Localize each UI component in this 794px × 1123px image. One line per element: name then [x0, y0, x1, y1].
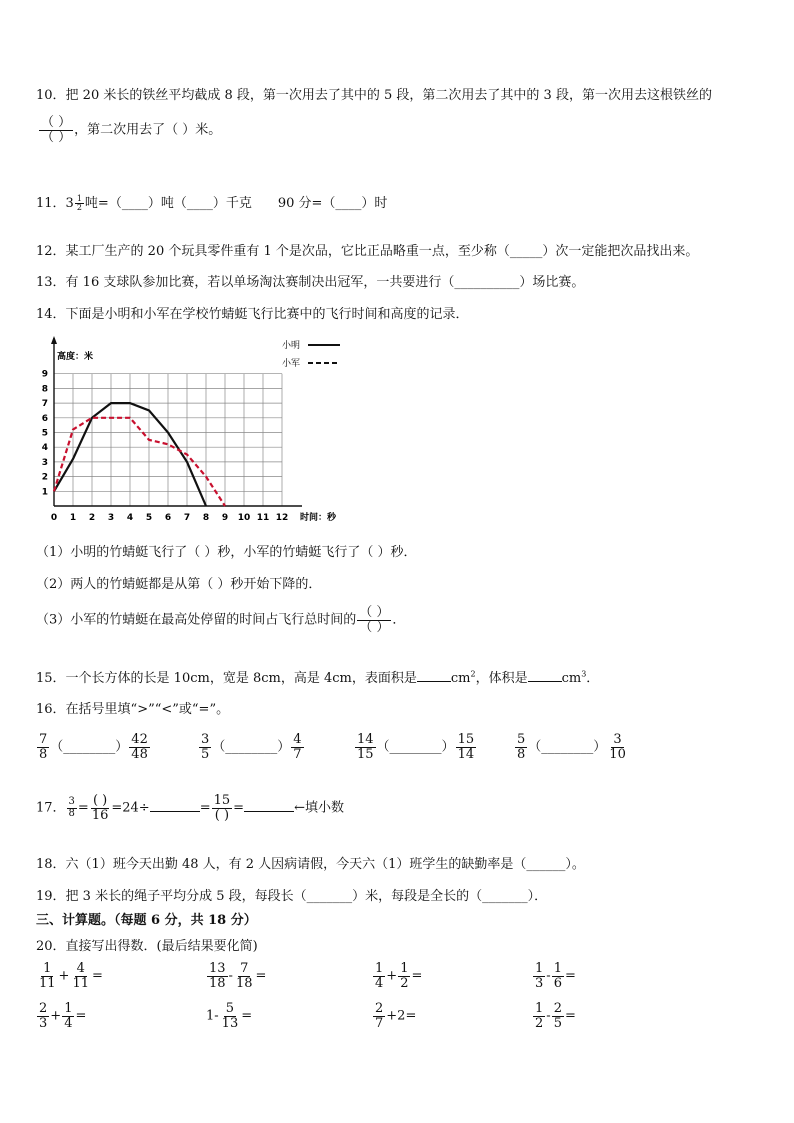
y-tick-label: 8	[41, 384, 48, 395]
q20-calc-item: $\frac{1}{3}$ - $\frac{1}{6}$ =	[535, 961, 576, 991]
x-tick-label: 4	[126, 513, 134, 523]
chart-x-axis-label: 时间：秒	[300, 513, 337, 523]
x-tick-label: 2	[88, 513, 96, 523]
x-tick-label: 7	[183, 513, 191, 523]
q16-comparison-item: $\frac{7}{8}$ （________） $\frac{42}{48}$	[39, 732, 148, 762]
x-tick-label: 1	[69, 513, 77, 523]
q14-sub1: （1）小明的竹蜻蜓飞行了（ ）秒，小军的竹蜻蜓飞行了（ ）秒．	[36, 545, 417, 560]
q20-calc-item: $\frac{2}{3}$ + $\frac{1}{4}$ =	[39, 1001, 87, 1031]
chart-grid	[54, 374, 282, 506]
legend-label: 小明	[282, 341, 301, 351]
q14-line-chart	[30, 330, 360, 530]
q15-volume-blank[interactable]	[528, 681, 562, 682]
q17-blank-fraction-2[interactable]: $\frac{15}{( )}$	[213, 793, 231, 823]
q20-calc-item: 1- $\frac{5}{13}$ =	[206, 1001, 253, 1031]
q10-answer-row	[38, 116, 221, 144]
q10-line1: 10．把 20 米长的铁丝平均截成 8 段，第一次用去了其中的 5 段，第二次用去了其中的 3 段，第一次用去这根铁丝的	[36, 88, 712, 103]
q13-text: 13．有 16 支球队参加比赛，若以单场淘汰赛制决出冠军，一共要进行（__________）场比赛。	[36, 275, 585, 290]
q16-answer-blank[interactable]: （________）	[50, 739, 129, 755]
y-tick-label: 3	[41, 457, 48, 468]
x-tick-label: 8	[202, 513, 210, 523]
q16-comparison-item: $\frac{14}{15}$ （________） $\frac{15}{14}$	[357, 732, 475, 762]
chart-legend	[282, 339, 340, 369]
q16-answer-blank[interactable]: （________）	[376, 739, 455, 755]
y-tick-label: 1	[41, 487, 48, 498]
q12-text: 12．某工厂生产的 20 个玩具零件重有 1 个是次品，它比正品略重一点，至少称（_____）次一定能把次品找出来。	[36, 244, 699, 259]
section-3-heading: 三、计算题。（每题 6 分，共 18 分）	[36, 913, 257, 928]
q16-title: 16．在括号里填“>”“<”或“=”。	[36, 702, 230, 717]
q11-row: 11．3 $\frac{1}{2}$ 吨=（____）吨（____）千克 90 分=（____）时	[36, 193, 388, 212]
y-tick-label: 5	[41, 428, 48, 439]
q20-calc-item: $\frac{13}{18}$ - $\frac{7}{18}$ =	[209, 961, 267, 991]
q19-text: 19．把 3 米长的绳子平均分成 5 段，每段长（_______）米，每段是全长的（_______）．	[36, 889, 548, 904]
x-tick-label: 5	[145, 513, 153, 523]
q17-blank-fraction-1[interactable]: $\frac{( )}{16}$	[91, 793, 109, 823]
q16-comparison-item: $\frac{5}{8}$ （________） $\frac{3}{10}$	[517, 732, 626, 762]
x-tick-label: 6	[164, 513, 172, 523]
q16-comparison-item: $\frac{3}{5}$ （________） $\frac{4}{7}$	[201, 732, 302, 762]
x-tick-label: 0	[50, 513, 58, 523]
x-tick-label: 12	[275, 513, 289, 523]
q14-sub2: （2）两人的竹蜻蜓都是从第（ ）秒开始下降的．	[36, 577, 322, 592]
q14-title: 14．下面是小明和小军在学校竹蜻蜓飞行比赛中的飞行时间和高度的记录．	[36, 307, 469, 322]
q20-calc-item: $\frac{1}{4}$ + $\frac{1}{2}$ =	[375, 961, 423, 991]
q20-calc-item: $\frac{2}{7}$ +2=	[375, 1001, 417, 1031]
chart-y-axis-label: 高度：米	[57, 352, 94, 362]
chart-series	[54, 403, 225, 506]
y-tick-label: 2	[41, 472, 48, 483]
q17-row: 17． $\frac{3}{8}$ = $\frac{( )}{16}$ =24÷ = $\frac{15}{( )}$ = ←填小数	[36, 793, 344, 823]
y-axis-arrow	[51, 336, 57, 344]
q14-sub3: （3）小军的竹蜻蜓在最高处停留的时间占飞行总时间的 $\frac{( )}{( )}$ ．	[36, 605, 406, 635]
q18-text: 18．六（1）班今天出勤 48 人，有 2 人因病请假，今天六（1）班学生的缺勤率是（______）。	[36, 857, 585, 872]
x-tick-label: 11	[256, 513, 270, 523]
q20-calc-item: $\frac{1}{2}$ - $\frac{2}{5}$ =	[535, 1001, 576, 1031]
q10-fraction-blank[interactable]: $\frac{( )}{( )}$	[41, 115, 72, 145]
legend-label: 小军	[282, 359, 301, 369]
q14-sub3-fraction-blank[interactable]: $\frac{( )}{( )}$	[359, 605, 390, 635]
q20-title: 20．直接写出得数．(最后结果要化简)	[36, 939, 258, 954]
y-tick-label: 7	[41, 399, 48, 410]
q17-divisor-blank[interactable]	[150, 811, 200, 812]
q15-row: 15．一个长方体的长是 10cm，宽是 8cm，高是 4cm，表面积是 $cm^2$，体积是 $cm^3$．	[36, 669, 600, 686]
q20-calc-item: $\frac{1}{11}$ + $\frac{4}{11}$ =	[39, 961, 103, 991]
q16-answer-blank[interactable]: （________）	[528, 739, 607, 755]
x-tick-label: 9	[221, 513, 229, 523]
q16-answer-blank[interactable]: （________）	[212, 739, 291, 755]
y-tick-label: 6	[41, 413, 48, 424]
q10-line2: ，第二次用去了（ ）米。	[74, 122, 222, 138]
x-tick-label: 10	[237, 513, 251, 523]
q11-mixed-fraction: $\frac{1}{2}$	[76, 193, 82, 212]
y-tick-label: 4	[41, 443, 48, 454]
y-tick-label: 9	[41, 369, 48, 380]
x-tick-label: 3	[107, 513, 115, 523]
q15-surface-blank[interactable]	[417, 681, 451, 682]
q17-decimal-blank[interactable]	[244, 811, 294, 812]
